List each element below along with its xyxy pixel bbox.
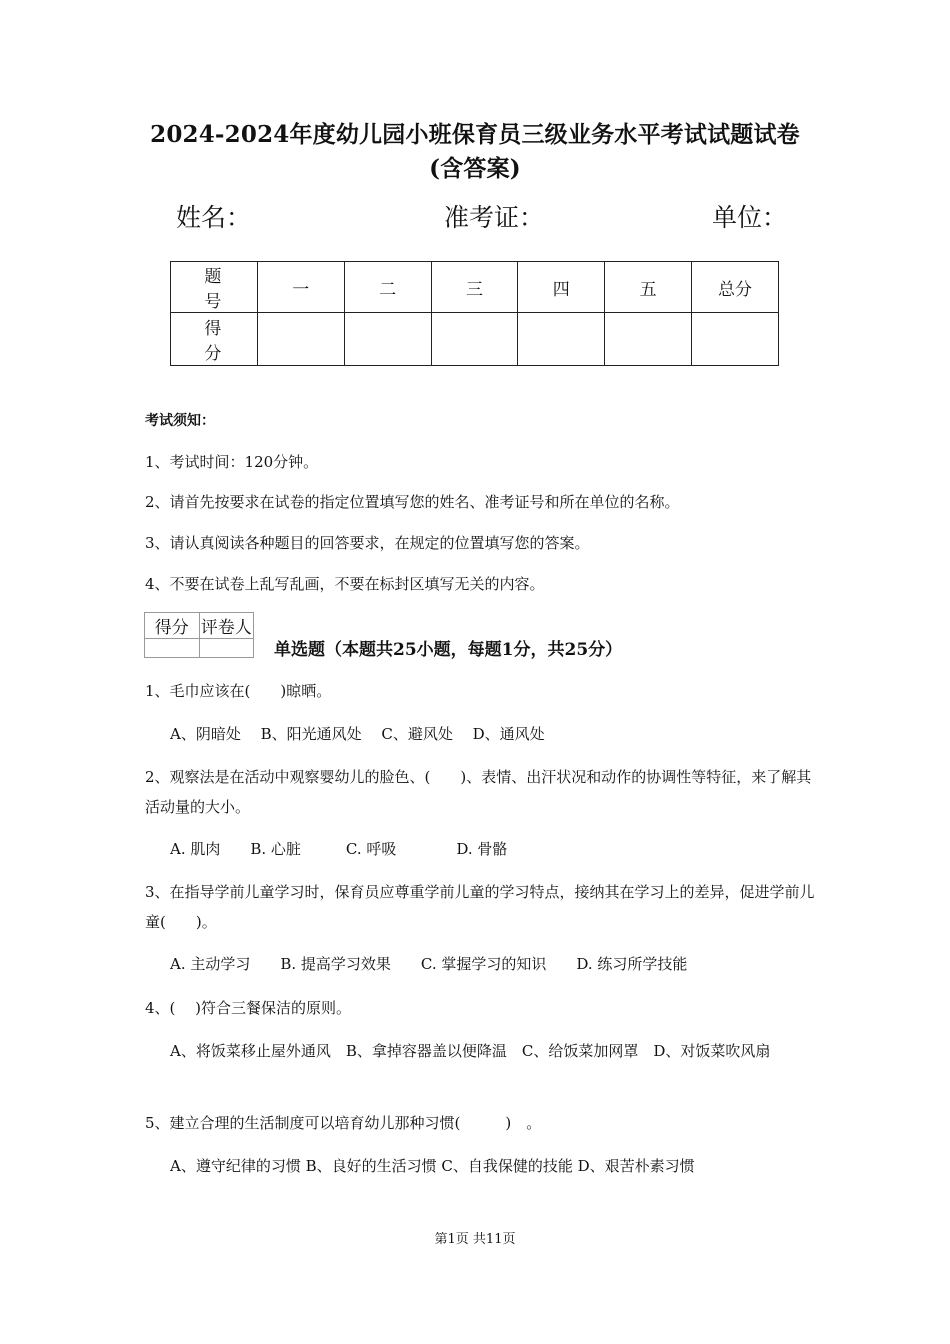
question-stem: 2、观察法是在活动中观察婴幼儿的脸色、( )、表情、出汗状况和动作的协调性等特征，来了解其活动量的大小。 (145, 768, 812, 816)
score-blank-cell[interactable] (605, 313, 692, 366)
section-title: 单选题（本题共25小题，每题1分，共25分） (274, 640, 623, 660)
score-table-cell: 三 (431, 262, 518, 313)
score-table (170, 261, 779, 366)
notice-item: 2、请首先按要求在试卷的指定位置填写您的姓名、准考证号和所在单位的名称。 (145, 493, 680, 511)
question-options: A、遵守纪律的习惯 B、良好的生活习惯 C、自我保健的技能 D、艰苦朴素习惯 (170, 1157, 695, 1175)
grader-score-label: 得分 (145, 613, 200, 639)
score-table-cell: 四 (518, 262, 605, 313)
score-blank-cell[interactable] (431, 313, 518, 366)
unit-label: 单位： (712, 203, 788, 232)
score-table-cell: 五 (605, 262, 692, 313)
score-blank-cell[interactable] (518, 313, 605, 366)
question-options: A、阴暗处 B、阳光通风处 C、避风处 D、通风处 (170, 725, 545, 743)
question-stem: 5、建立合理的生活制度可以培育幼儿那种习惯( ) 。 (145, 1114, 542, 1132)
exam-title: 2024-2024年度幼儿园小班保育员三级业务水平考试试题试卷(含答案) (150, 121, 800, 182)
score-table-cell: 总分 (692, 262, 779, 313)
grader-name-blank[interactable] (199, 639, 254, 658)
score-blank-cell[interactable] (692, 313, 779, 366)
score-table-score-row (171, 313, 779, 366)
notice-item: 3、请认真阅读各种题目的回答要求，在规定的位置填写您的答案。 (145, 534, 590, 552)
question-options: A、将饭菜移止屋外通风 B、拿掉容器盖以便降温 C、给饭菜加网罩 D、对饭菜吹风扇 (170, 1042, 771, 1060)
grader-name-label: 评卷人 (199, 613, 254, 639)
question-stem: 4、( )符合三餐保洁的原则。 (145, 999, 352, 1017)
exam-id-label: 准考证： (444, 203, 545, 232)
grader-score-blank[interactable] (145, 639, 200, 658)
grader-table (144, 612, 254, 658)
question-stem: 3、在指导学前儿童学习时，保育员应尊重学前儿童的学习特点，接纳其在学习上的差异，促进学前儿童( )。 (145, 883, 815, 931)
score-table-header-row (171, 262, 779, 313)
notice-heading: 考试须知： (145, 413, 215, 429)
score-table-cell: 二 (344, 262, 431, 313)
score-table-cell: 得 分 (171, 313, 258, 366)
question-options: A. 肌肉 B. 心脏 C. 呼吸 D. 骨骼 (170, 840, 508, 858)
score-blank-cell[interactable] (344, 313, 431, 366)
page-footer: 第1页 共11页 (434, 1232, 516, 1247)
score-blank-cell[interactable] (257, 313, 344, 366)
score-table-cell: 题 号 (171, 262, 258, 313)
notice-item: 1、考试时间：120分钟。 (145, 453, 319, 471)
name-label: 姓名： (176, 203, 252, 232)
question-stem: 1、毛巾应该在( )晾晒。 (145, 682, 332, 700)
question-options: A. 主动学习 B. 提高学习效果 C. 掌握学习的知识 D. 练习所学技能 (170, 955, 688, 973)
score-table-cell: 一 (257, 262, 344, 313)
notice-item: 4、不要在试卷上乱写乱画，不要在标封区填写无关的内容。 (145, 575, 545, 593)
